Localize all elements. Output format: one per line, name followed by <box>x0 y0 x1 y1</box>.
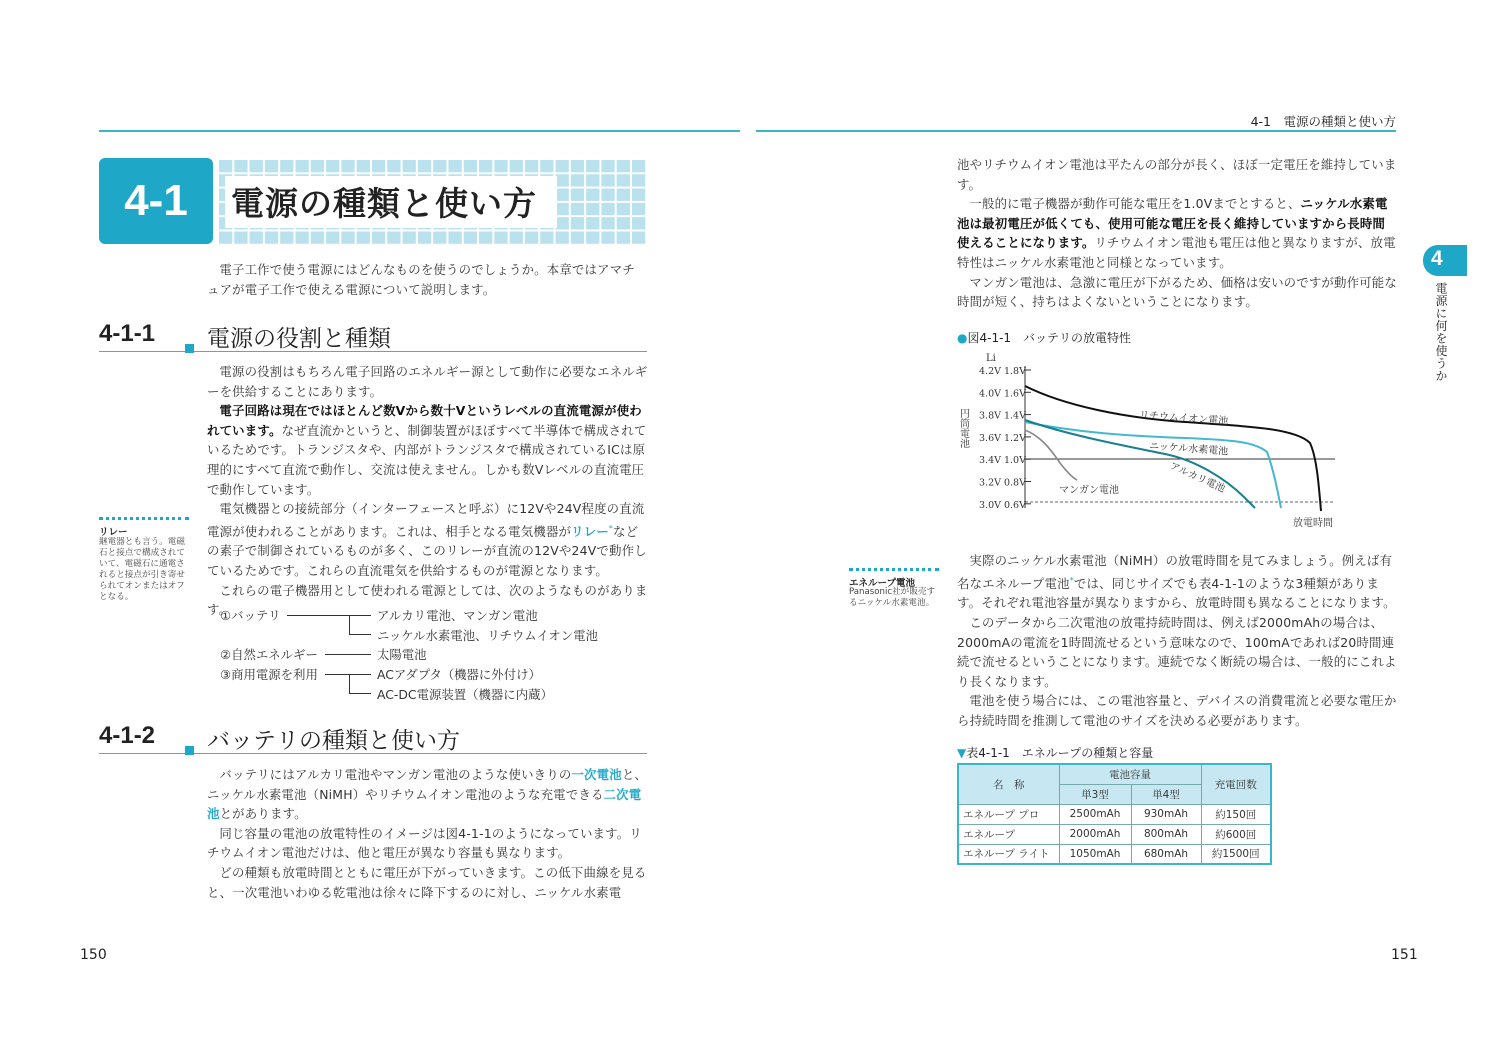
table-caption: ▼表4-1-1 エネループの種類と容量 <box>957 746 1154 760</box>
label-manganese: マンガン電池 <box>1059 485 1119 496</box>
note-text-eneloop: Panasonic社が販売するニッケル水素電池。 <box>849 587 936 608</box>
intro-paragraph: 電子工作で使う電源にはどんなものを使うのでしょうか。本章ではアマチュアが電子工作で使える電源について説明します。 <box>207 262 635 297</box>
term-relay: リレー <box>571 523 609 539</box>
page-number-left: 150 <box>80 947 107 963</box>
tree-battery-primary: アルカリ電池、マンガン電池 <box>377 608 538 623</box>
tree-connector <box>349 615 350 634</box>
tree-connector <box>325 654 371 655</box>
header-aaa: 単4型 <box>1131 784 1201 804</box>
chapter-tab-title: 電源に何を使うか <box>1434 282 1448 382</box>
right-body-middle: 実際のニッケル水素電池（NiMH）の放電時間を見てみましょう。例えば有名なエネループ電池*では、同じサイズでも表4-1-1のような3種類があります。それぞれ電池容量が異なりますから、放電時間も異なることになります。 このデータから二次電池の放電持続時間は、例えば2000mAhの場合は、2000mAの電流を1時間流せるという意味なので、100mAであれば20時間連続で流せるということになります。連続でなく断続の場合は、一般的にこれより長くなります。 電池を使う場合には、この電池容量と、デバイスの消費電流と必要な電圧から持続時間を推測して電池のサイズを決める必要があります。 <box>957 553 1397 728</box>
term-primary-battery: 一次電池 <box>571 767 622 782</box>
section-marker <box>185 746 194 755</box>
right-body-top: 池やリチウムイオン電池は平たんの部分が長く、ほぼ一定電圧を維持しています。 一般的に電子機器が動作可能な電圧を1.0Vまでとすると、ニッケル水素電池は最初電圧が低くても、使用可能な電圧を長く維持していますから長時間使えることになります。リチウムイオン電池も電圧は他と異なりますが、放電特性はニッケル水素電池と同様となっています。 マンガン電池は、急激に電圧が下がるため、価格は安いのですが動作可能な時間が短く、持ちはよくないということになります。 <box>957 157 1397 310</box>
header-rule-right <box>756 130 1396 132</box>
page-number-right: 151 <box>1391 947 1418 963</box>
x-axis-label: 放電時間 <box>1293 518 1333 529</box>
eneloop-table <box>957 763 1272 865</box>
tree-ac-adapter: ACアダプタ（機器に外付け） <box>377 667 541 682</box>
tree-battery-secondary: ニッケル水素電池、リチウムイオン電池 <box>377 628 598 643</box>
section-number: 4-1-1 <box>99 320 156 347</box>
header-cycles: 充電回数 <box>1201 764 1271 804</box>
y-tick-label: 4.2V 1.8V <box>979 366 1026 377</box>
discharge-chart <box>955 348 1345 534</box>
tree-battery: ①バッテリ <box>220 608 281 623</box>
note-divider <box>849 568 939 571</box>
section-title: 電源の役割と種類 <box>207 326 391 352</box>
tree-connector <box>287 615 349 616</box>
header-name: 名 称 <box>958 764 1059 804</box>
tree-natural-energy: ②自然エネルギー <box>220 647 318 662</box>
y-tick-label: 3.6V 1.2V <box>979 432 1026 444</box>
chapter-tab <box>1423 245 1467 276</box>
header-aa: 単3型 <box>1059 784 1131 804</box>
table-row: エネループ 2000mAh 800mAh 約600回 <box>958 824 1271 844</box>
tree-connector <box>349 674 371 675</box>
section-heading-4-1-2 <box>99 722 647 754</box>
section2-body: バッテリにはアルカリ電池やマンガン電池のような使いきりの一次電池と、ニッケル水素電池（NiMH）やリチウムイオン電池のような充電できる二次電池とがあります。 同じ容量の電池の放電特性のイメージは図4-1-1のようになっています。リチウムイオン電池だけは、他と電圧が異なり容量も異なります。 どの種類も放電時間とともに電圧が下がっていきます。この低下曲線を見ると、一次電池いわゆる乾電池は徐々に降下するのに対し、ニッケル水素電 <box>207 767 647 900</box>
li-label: Li <box>986 353 996 364</box>
chapter-tab-number: 4 <box>1431 247 1443 270</box>
table-row: エネループ プロ 2500mAh 930mAh 約150回 <box>958 804 1271 824</box>
y-axis-label: 円筒電池 <box>957 408 969 448</box>
chapter-number-box <box>99 158 213 244</box>
y-tick-label: 3.4V 1.0V <box>979 455 1026 467</box>
y-tick-label: 3.8V 1.4V <box>979 410 1026 422</box>
note-term-eneloop: エネループ電池 <box>849 578 916 589</box>
running-head: 4-1 電源の種類と使い方 <box>1250 114 1396 129</box>
label-lithium-ion: リチウムイオン電池 <box>1138 410 1229 428</box>
chapter-title: 電源の種類と使い方 <box>231 184 537 223</box>
table-row: エネループ ライト 1050mAh 680mAh 約1500回 <box>958 844 1271 864</box>
section-marker <box>185 344 194 353</box>
chapter-number: 4-1 <box>124 176 188 225</box>
y-tick-label: 4.0V 1.6V <box>979 388 1026 400</box>
term-secondary-battery: 二次電池 <box>207 786 642 822</box>
tree-connector <box>325 674 349 675</box>
header-capacity: 電池容量 <box>1059 764 1201 784</box>
tree-commercial-power: ③商用電源を利用 <box>220 667 318 682</box>
tree-connector <box>349 634 371 635</box>
label-alkaline: アルカリ電池 <box>1167 460 1227 495</box>
tree-connector <box>349 674 350 693</box>
tree-connector <box>349 615 371 616</box>
y-tick-label: 3.2V 0.8V <box>979 477 1026 489</box>
tree-acdc-supply: AC-DC電源装置（機器に内蔵） <box>377 687 553 702</box>
section-heading-4-1-1 <box>99 320 647 352</box>
note-text-relay: 継電器とも言う。電磁石と接点で構成されていて、電磁石に通電されると接点が引き寄せられてオンまたはオフとなる。 <box>99 537 185 602</box>
section-title: バッテリの種類と使い方 <box>207 728 460 754</box>
header-rule-left <box>99 130 740 132</box>
tree-connector <box>349 693 371 694</box>
curve-manganese <box>1025 430 1077 480</box>
section1-body: 電源の役割はもちろん電子回路のエネルギー源として動作に必要なエネルギーを供給することにあります。 電子回路は現在ではほとんど数Vから数十Vというレベルの直流電源が使われています。なぜ直流かというと、制御装置がほぼすべて半導体で構成されているためです。トランジスタや、内部がトランジスタで構成されているICは原理的にすべて直流で動作し、交流は使えません。しかも数Vレベルの直流電圧で動作しています。 電気機器との接続部分（インターフェースと呼ぶ）に12Vや24V程度の直流電源が使われることがあります。これは、相手となる電気機器がリレー*などの素子で制御されているものが多く、このリレーが直流の12Vや24Vで動作しているためです。これらの直流電気を供給するものが電源となります。 これらの電子機器用として使われる電源としては、次のようなものがあります。 <box>207 364 648 618</box>
figure-caption: ●図4-1-1 バッテリの放電特性 <box>957 331 1132 345</box>
tree-solar: 太陽電池 <box>377 647 427 662</box>
note-term-relay: リレー <box>99 527 128 538</box>
y-axis-ticks <box>979 366 1031 511</box>
section-number: 4-1-2 <box>99 722 156 749</box>
label-nimh: ニッケル水素電池 <box>1148 441 1229 458</box>
note-divider <box>99 517 189 520</box>
y-tick-label: 3.0V 0.6V <box>979 499 1026 511</box>
